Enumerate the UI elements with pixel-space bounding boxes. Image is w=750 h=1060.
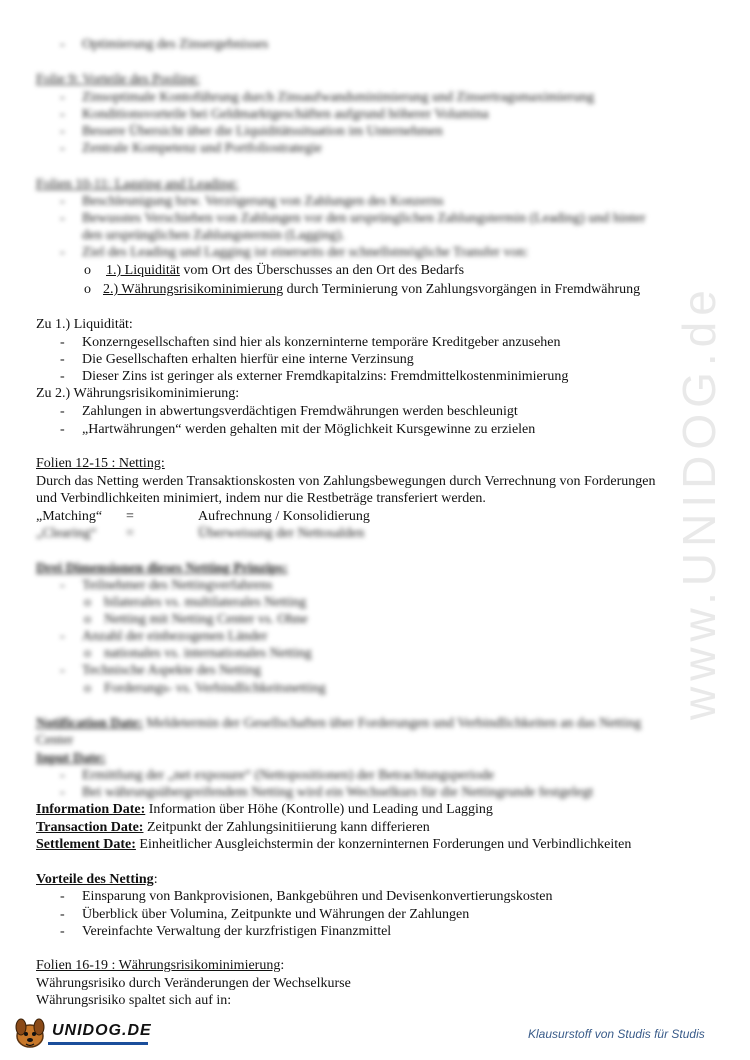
sub-item-liquidity [106,262,464,279]
dash: - [60,124,65,139]
zu2-heading: Zu 2.) Währungsrisikominimierung: [36,386,240,401]
list-item: Konzerngesellschaften sind hier als konzerninterne temporäre Kreditgeber anzusehen [82,335,561,350]
zu1-heading: Zu 1.) Liquidität: [36,317,133,332]
sub-item-number: 2.) Währungsrisikominimierung [103,282,284,297]
information-date [36,801,493,818]
sub-item: Forderungs- vs. Verbindlichkeitsnetting [104,681,326,696]
heading-colon: : [280,958,285,973]
list-item: Zentrale Kompetenz und Portfoliostrategie [82,141,322,156]
list-item: Die Gesellschaften erhalten hierfür eine interne Verzinsung [82,352,414,367]
equals-sign: = [126,526,134,541]
section-heading: Drei Dimensionen dieses Netting Prinzips: [36,561,288,576]
settlement-date [36,836,631,853]
dash: - [60,629,65,644]
list-item: den ursprünglichen Zahlungstermin (Lagging). [82,228,345,243]
footer-tagline: Klausurstoff von Studis für Studis [528,1027,705,1041]
list-item: Vereinfachte Verwaltung der kurzfristigen Finanzmittel [82,924,392,939]
list-item: Bessere Übersicht über die Liquiditätssituation im Unternehmen [82,124,443,139]
notification-date [36,715,641,732]
watermark: www.UNIDOG.de [673,284,725,720]
logo-text: UNIDOG.DE [52,1022,152,1039]
transaction-date [36,819,430,836]
circle-bullet: o [84,595,91,610]
list-item: Zahlungen in abwertungsverdächtigen Fremdwährungen werden beschleunigt [82,404,518,419]
clearing-definition: Überweisung der Nettosalden [198,526,365,541]
list-item: Bei währungsübergreifendem Netting wird ein Wechselkurs für die Nettingrunde festgelegt [82,785,594,800]
dash: - [60,404,65,419]
date-label: Transaction Date: [36,820,144,835]
sub-item: nationales vs. internationales Netting [104,646,312,661]
dash: - [60,663,65,678]
list-item: Teilnehmer des Nettingverfahrens [82,578,273,593]
matching-term: „Matching“ [36,509,103,524]
sub-item-text: durch Terminierung von Zahlungsvorgängen in Fremdwährung [283,282,641,297]
dash: - [60,422,65,437]
section-heading: Folien 10-11: Lagging and Leading: [36,177,239,192]
list-item: Technische Aspekte des Netting [82,663,262,678]
dash: - [60,907,65,922]
date-text: Information über Höhe (Kontrolle) und Leading und Lagging [145,802,493,817]
date-label: Settlement Date: [36,837,136,852]
netting-heading: Folien 12-15 : Netting: [36,456,165,471]
paragraph: Durch das Netting werden Transaktionskosten von Zahlungsbewegungen durch Verrechnung von Forderungen [36,474,656,489]
list-item: Zinsoptimale Kontoführung durch Zinsaufwandsminimierung und Zinsertragsmaximierung [82,90,595,105]
dash: - [60,335,65,350]
dash: - [60,768,65,783]
date-label: Information Date: [36,802,146,817]
input-date-label: Input Date: [36,751,106,766]
list-item: Optimierung des Zinsergebnisses [82,37,269,52]
dash: - [60,889,65,904]
list-item: Überblick über Volumina, Zeitpunkte und Währungen der Zahlungen [82,907,470,922]
paragraph: und Verbindlichkeiten minimiert, indem nur die Restbeträge transferiert werden. [36,491,486,506]
sub-item-text: vom Ort des Überschusses an den Ort des Bedarfs [179,263,465,278]
list-item: Bewusstes Verschieben von Zahlungen vor den ursprünglichen Zahlungstermin (Leading) und hinter [82,211,646,226]
list-item: Beschleunigung bzw. Verzögerung von Zahlungen des Konzerns [82,194,444,209]
list-item: Einsparung von Bankprovisionen, Bankgebühren und Devisenkonvertierungskosten [82,889,553,904]
dash: - [60,90,65,105]
paragraph: Währungsrisiko spaltet sich auf in: [36,993,232,1008]
date-text: Zeitpunkt der Zahlungsinitiierung kann differieren [143,820,430,835]
list-item: Anzahl der einbezogenen Länder [82,629,268,644]
circle-bullet: o [84,263,91,278]
list-item: Ermittlung der „net exposure“ (Nettopositionen) der Betrachtungsperiode [82,768,495,783]
sub-item: Netting mit Netting Center vs. Ohne [104,612,308,627]
date-text: Einheitlicher Ausgleichstermin der konzerninternen Forderungen und Verbindlichkeiten [135,837,632,852]
list-item: Ziel des Leading und Lagging ist einerseits der schnellstmögliche Transfer von: [82,245,529,260]
list-item: „Hartwährungen“ werden gehalten mit der Möglichkeit Kursgewinne zu erzielen [82,422,536,437]
paragraph: Währungsrisiko durch Veränderungen der Wechselkurse [36,976,351,991]
circle-bullet: o [84,612,91,627]
list-item: Dieser Zins ist geringer als externer Fremdkapitalzins: Fremdmittelkostenminimierung [82,369,569,384]
dash: - [60,141,65,156]
dash: - [60,785,65,800]
sub-item-number: 1.) Liquidität [106,263,180,278]
dash: - [60,37,65,52]
matching-definition: Aufrechnung / Konsolidierung [198,509,370,524]
dash: - [60,107,65,122]
clearing-term: „Clearing“ [36,526,97,541]
date-text: Meldetermin der Gesellschaften über Forderungen und Verbindlichkeiten an das Netting [142,716,642,731]
circle-bullet: o [84,646,91,661]
wr-heading [36,957,284,974]
sub-item-currency-risk [103,281,640,298]
dash: - [60,352,65,367]
dash: - [60,245,65,260]
dash: - [60,924,65,939]
dash: - [60,194,65,209]
list-item: Konditionsvorteile bei Geldmarktgeschäften aufgrund höherer Volumina [82,107,489,122]
section-heading: Folie 9: Vorteile des Pooling: [36,72,200,87]
dash: - [60,578,65,593]
heading-text: Vorteile des Netting [36,872,154,887]
vorteile-heading [36,871,158,888]
date-text: Center [36,733,74,748]
heading-colon: : [153,872,158,887]
equals-sign: = [126,509,134,524]
circle-bullet: o [84,681,91,696]
circle-bullet: o [84,282,91,297]
heading-text: Folien 16-19 : Währungsrisikominimierung [36,958,281,973]
dash: - [60,211,65,226]
sub-item: bilaterales vs. multilaterales Netting [104,595,307,610]
dash: - [60,369,65,384]
date-label: Notification Date: [36,716,143,731]
